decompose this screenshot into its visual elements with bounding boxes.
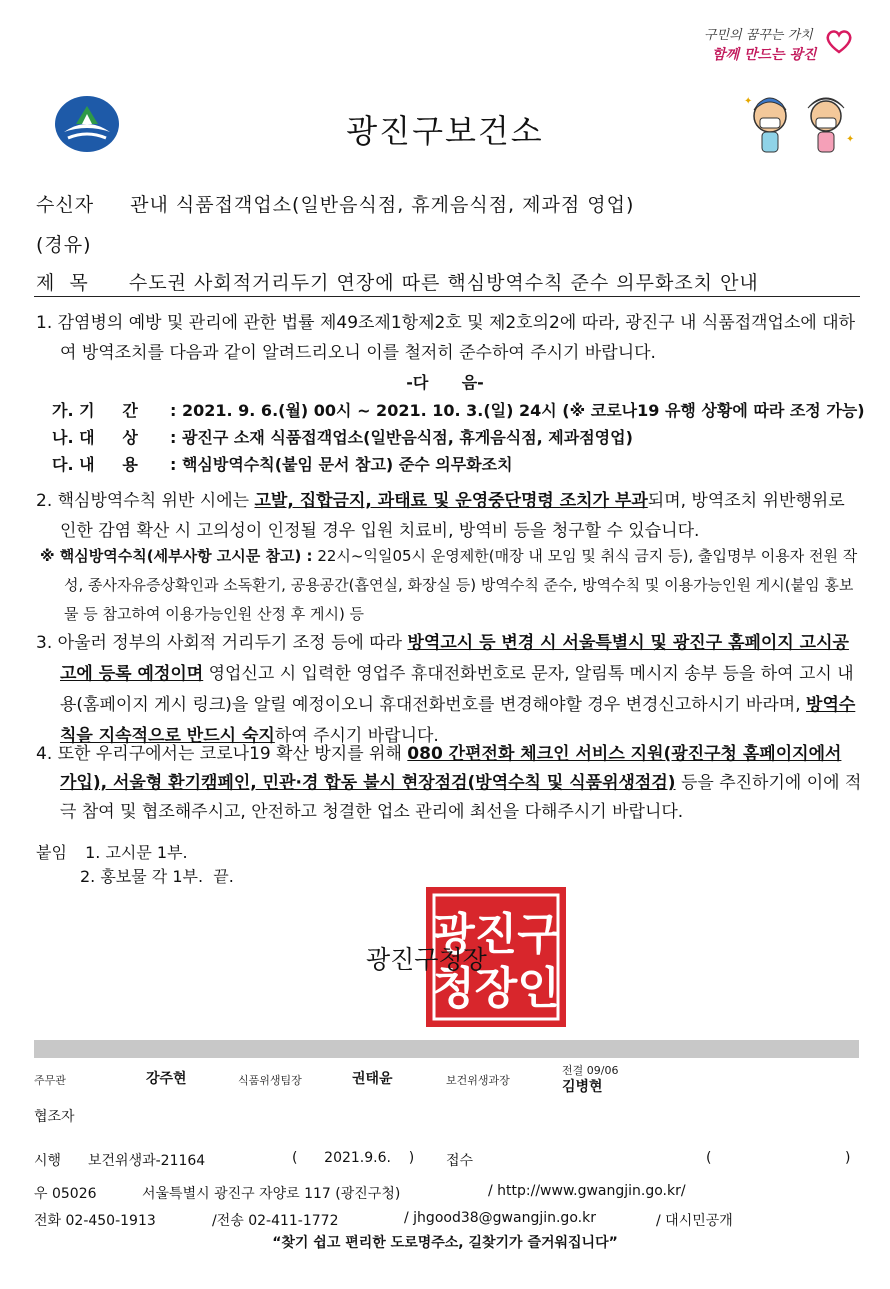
- paragraph-2-post: 되며, 방역조치 위반행위로 인한 감염 확산 시 고의성이 인정될 경우 입원 치료비, 방역비 등을 청구할 수 있습니다.: [60, 491, 845, 541]
- via-row: (경유): [36, 234, 92, 256]
- paragraph-3-post: 하여 주시기 바랍니다.: [274, 726, 439, 746]
- svg-text:청장인: 청장인: [432, 963, 560, 1014]
- paragraph-1: [36, 308, 862, 368]
- recipient-label: 수신자: [36, 194, 95, 216]
- core-rules-note-text: 22시~익일05시 운영제한(매장 내 모임 및 취식 금지 등), 출입명부 이용자 전원 작성, 종사자유증상확인과 소독환기, 공용공간(흡연실, 화장실 등) 방역수칙 준수, 방역수칙 및 이용가능인원 게시(붙임 홍보물 등 참고하여 이용가능인원 산정 후 게시) 등: [64, 547, 858, 623]
- dahum-heading: -다 음-: [406, 373, 484, 392]
- attachments-label: 붙임: [36, 843, 67, 862]
- disclosure-type: / 대시민공개: [656, 1213, 733, 1229]
- receipt-field: ( ): [706, 1150, 851, 1166]
- attachment-1: 1. 고시문 1부.: [85, 843, 188, 862]
- item-target: [52, 425, 633, 448]
- slogan-logo: [704, 22, 854, 68]
- paragraph-3-pre: 3. 아울러 정부의 사회적 거리두기 조정 등에 따라: [36, 633, 408, 653]
- approver-3-note: 전결 09/06: [562, 1064, 619, 1077]
- approver-1-label: 주무관: [34, 1074, 66, 1087]
- zip-code: 우 05026: [34, 1186, 97, 1202]
- receipt-label: 접수: [446, 1153, 474, 1169]
- item-target-label: 나. 대 상: [52, 428, 138, 447]
- item-content-value: : 핵심방역수칙(붙임 문서 참고) 준수 의무화조치: [170, 455, 513, 474]
- address: 서울특별시 광진구 자양로 117 (광진구청): [142, 1186, 401, 1202]
- paragraph-4-post: 등을 추진하기에 이에 적극 참여 및 협조해주시고, 안전하고 청결한 업소 관리에 최선을 다해주시기 바랍니다.: [60, 773, 862, 822]
- approver-2-name: 권태윤: [352, 1071, 393, 1087]
- recipient-row: [36, 190, 634, 217]
- exec-doc-number: 보건위생과-21164: [88, 1153, 206, 1169]
- attachments: [36, 840, 188, 863]
- slogan-line-1: 구민의 꿈꾸는 가치: [704, 28, 813, 43]
- subject-label: 제 목: [36, 272, 89, 294]
- heart-icon: [824, 26, 854, 56]
- paragraph-2-pre: 2. 핵심방역수칙 위반 시에는: [36, 491, 255, 511]
- core-rules-note: [40, 542, 862, 629]
- exec-date: ( 2021.9.6. ): [292, 1150, 415, 1166]
- paragraph-1-text: 1. 감염병의 예방 및 관리에 관한 법률 제49조제1항제2호 및 제2호의2에 따라, 광진구 내 식품접객업소에 대하여 방역조치를 다음과 같이 알려드리오니 이를 철저히 준수하여 주시기 바랍니다.: [36, 313, 856, 363]
- paragraph-2: [36, 486, 862, 546]
- fax-number: /전송 02-411-1772: [212, 1213, 339, 1229]
- approver-3-name: 김병현: [562, 1079, 603, 1095]
- item-period-label: 가. 기 간: [52, 401, 138, 420]
- phone-number: 전화 02-450-1913: [34, 1213, 156, 1229]
- attachment-2: 2. 홍보물 각 1부. 끝.: [80, 867, 234, 886]
- paragraph-3-mid: 영업신고 시 입력한 영업주 휴대전화번호로 문자, 알림톡 메시지 송부 등을 하여 고시 내용(홈페이지 게시 링크)을 알릴 예정이오니 휴대전화번호를 변경해야할 경우 변경신고하시기 바라며,: [60, 664, 854, 715]
- subject-row: [36, 268, 759, 295]
- item-content: [52, 452, 513, 475]
- paragraph-4: [36, 740, 862, 827]
- paragraph-3-underline-1: 방역고시 등 변경 시 서울특별시 및 광진구 홈페이지 고시공고에 등록 예정이며: [60, 633, 849, 684]
- subject-value: 수도권 사회적거리두기 연장에 따른 핵심방역수칙 준수 의무화조치 안내: [128, 272, 759, 294]
- item-target-value: : 광진구 소재 식품접객업소(일반음식점, 휴게음식점, 제과점영업): [170, 428, 633, 447]
- approver-2-label: 식품위생팀장: [238, 1074, 302, 1087]
- cooperator-label: 협조자: [34, 1109, 75, 1125]
- core-rules-note-bold: ※ 핵심방역수칙(세부사항 고시문 참고) :: [40, 547, 313, 565]
- item-period: [52, 398, 865, 421]
- item-content-label: 다. 내 용: [52, 455, 138, 474]
- sender-name: 광진구청장: [366, 945, 487, 974]
- approval-divider-bar: [34, 1040, 859, 1058]
- organization-title: 광진구보건소: [346, 112, 544, 150]
- email-address[interactable]: / jhgood38@gwangjin.go.kr: [404, 1210, 596, 1226]
- slogan-line-2: 함께 만드는 광진: [712, 47, 817, 63]
- svg-text:✦: ✦: [744, 96, 753, 107]
- exec-label: 시행: [34, 1153, 62, 1169]
- header-divider: [34, 296, 860, 297]
- recipient-value: 관내 식품접객업소(일반음식점, 휴게음식점, 제과점 영업): [130, 194, 635, 216]
- paragraph-3: [36, 628, 862, 752]
- approver-1-name: 강주현: [146, 1071, 187, 1087]
- svg-text:✦: ✦: [846, 134, 855, 145]
- paragraph-3-underline-2: 방역수칙을 지속적으로 반드시 숙지: [60, 695, 856, 746]
- paragraph-4-pre: 4. 또한 우리구에서는 코로나19 확산 방지를 위해: [36, 744, 408, 764]
- item-period-value: : 2021. 9. 6.(월) 00시 ~ 2021. 10. 3.(일) 24시 (※ 코로나19 유행 상황에 따라 조정 가능): [170, 401, 865, 420]
- paragraph-4-underline: 080 간편전화 체크인 서비스 지원(광진구청 홈페이지에서 가입), 서울형 환기캠페인, 민관·경 합동 불시 현장점검(방역수칙 및 식품위생점검): [60, 744, 842, 793]
- approver-3-label: 보건위생과장: [446, 1074, 510, 1087]
- svg-text:광진구: 광진구: [432, 909, 560, 960]
- footer-slogan: “찾기 쉽고 편리한 도로명주소, 길찾기가 즐거워집니다”: [272, 1235, 618, 1251]
- homepage-url[interactable]: / http://www.gwangjin.go.kr/: [488, 1183, 686, 1199]
- paragraph-2-underline: 고발, 집합금지, 과태료 및 운영중단명령 조치가 부과: [254, 491, 648, 511]
